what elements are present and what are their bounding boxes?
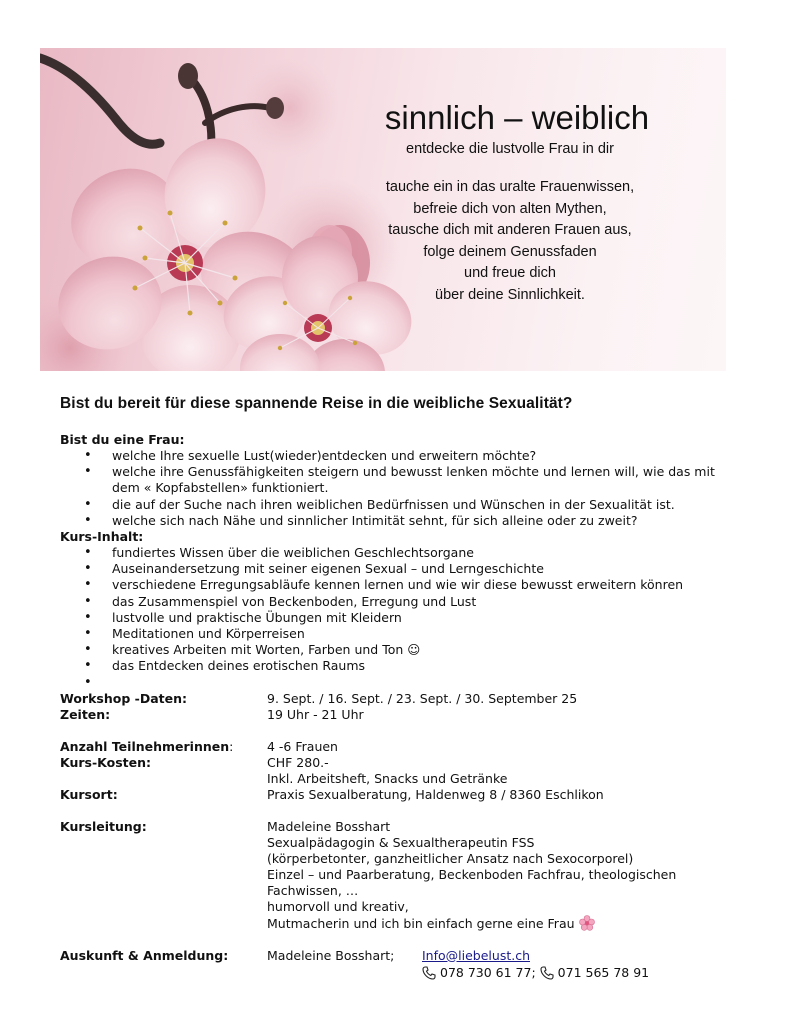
banner-subtitle: entdecke die lustvolle Frau in dir — [406, 141, 614, 157]
banner-line: tauche ein in das uralte Frauenwissen, — [385, 179, 635, 195]
times-label: Zeiten: — [60, 706, 111, 722]
header-banner — [40, 48, 726, 371]
contact-email-link[interactable]: Info@liebelust.ch — [422, 947, 530, 963]
banner-line: befreie dich von alten Mythen, — [413, 200, 607, 217]
list-item: • das Entdecken deines erotischen Raums — [60, 658, 740, 674]
leader-label: Kursleitung: — [60, 818, 147, 834]
list-item-empty — [60, 675, 740, 691]
banner-line: und freue dich — [464, 265, 556, 281]
phone-number-2[interactable]: 071 565 78 91 — [557, 964, 650, 980]
list-item: • die auf der Suche nach ihren weiblichen Bedürfnissen und Wünschen in der Sexualität ist. — [60, 497, 740, 513]
contact-label: Auskunft & Anmeldung: — [60, 947, 229, 963]
participants-row — [60, 739, 740, 755]
leader-row — [60, 819, 740, 932]
contact-row — [60, 948, 740, 964]
banner-poem — [350, 177, 670, 306]
dates-row — [60, 691, 740, 707]
contact-phones — [60, 964, 740, 982]
banner-line: tausche dich mit anderen Frauen aus, — [388, 222, 632, 238]
costs-value: CHF 280.- Inkl. Arbeitsheft, Snacks und Getränke — [267, 754, 508, 786]
list-item: • das Zusammenspiel von Beckenboden, Erregung und Lust — [60, 594, 740, 610]
list-item — [60, 464, 740, 496]
phone-icon — [422, 966, 436, 980]
list-item: • lustvolle und praktische Übungen mit Kleidern — [60, 610, 740, 626]
times-value: 19 Uhr - 21 Uhr — [267, 706, 364, 722]
page-headline: Bist du bereit für diese spannende Reise in die weibliche Sexualität? — [60, 395, 573, 412]
list-item: • Meditationen und Körperreisen — [60, 626, 740, 642]
location-label: Kursort: — [60, 786, 118, 802]
banner-title: sinnlich – weiblich — [384, 99, 650, 136]
list-item-text-cont: dem « Kopfabstellen» funktioniert. — [112, 480, 329, 496]
list-item-text: welche ihre Genussfähigkeiten steigern und bewusst lenken möchte und lernen will, wie das mit — [112, 464, 715, 480]
list-item: • verschiedene Erregungsabläufe kennen lernen und wie wir diese bewusst erweitern könren — [60, 577, 740, 593]
woman-section-label: Bist du eine Frau: — [60, 432, 185, 447]
banner-text — [350, 98, 670, 306]
participants-label: Anzahl Teilnehmerinnen: — [60, 738, 234, 754]
dates-label: Workshop -Daten: — [60, 690, 187, 706]
location-row — [60, 787, 740, 803]
phone-number-1[interactable]: 078 730 61 77; — [440, 964, 536, 980]
cherry-blossom-icon — [579, 915, 595, 931]
list-item: • welche Ihre sexuelle Lust(wieder)entdecken und erweitern möchte? — [60, 448, 740, 464]
woman-list — [60, 448, 740, 529]
times-row — [60, 707, 740, 723]
costs-label: Kurs-Kosten: — [60, 754, 152, 770]
location-value: Praxis Sexualberatung, Haldenweg 8 / 8360 Eschlikon — [267, 786, 604, 802]
list-item: • Auseinandersetzung mit seiner eigenen Sexual – und Lerngeschichte — [60, 561, 740, 577]
list-item: • fundiertes Wissen über die weiblichen Geschlechtsorgane — [60, 545, 740, 561]
phone-icon — [540, 966, 554, 980]
costs-note: Inkl. Arbeitsheft, Snacks und Getränke — [267, 770, 508, 786]
list-item: • welche sich nach Nähe und sinnlicher Intimität sehnt, für sich alleine oder zu zweit? — [60, 513, 740, 529]
costs-row — [60, 755, 740, 787]
banner-line: über deine Sinnlichkeit. — [435, 286, 585, 303]
course-section-label: Kurs-Inhalt: — [60, 529, 144, 545]
course-list — [60, 545, 740, 691]
list-item: • kreatives Arbeiten mit Worten, Farben und Ton ☺ — [60, 642, 740, 658]
contact-name: Madeleine Bosshart; — [267, 947, 395, 963]
document-body — [60, 395, 740, 982]
leader-value: Madeleine Bosshart Sexualpädagogin & Sexualtherapeutin FSS (körperbetonter, ganzheitlicher Ansatz nach Sexocorporel) Einzel – und Paarberatung, Beckenboden Fachfrau, theologischen Fachwissen, … humorvoll und kreativ, Mutmacherin und ich bin einfach gerne eine Frau — [267, 818, 677, 931]
dates-value: 9. Sept. / 16. Sept. / 23. Sept. / 30. September 25 — [267, 690, 578, 706]
participants-value: 4 -6 Frauen — [267, 738, 338, 754]
banner-line: folge deinem Genussfaden — [423, 243, 597, 260]
